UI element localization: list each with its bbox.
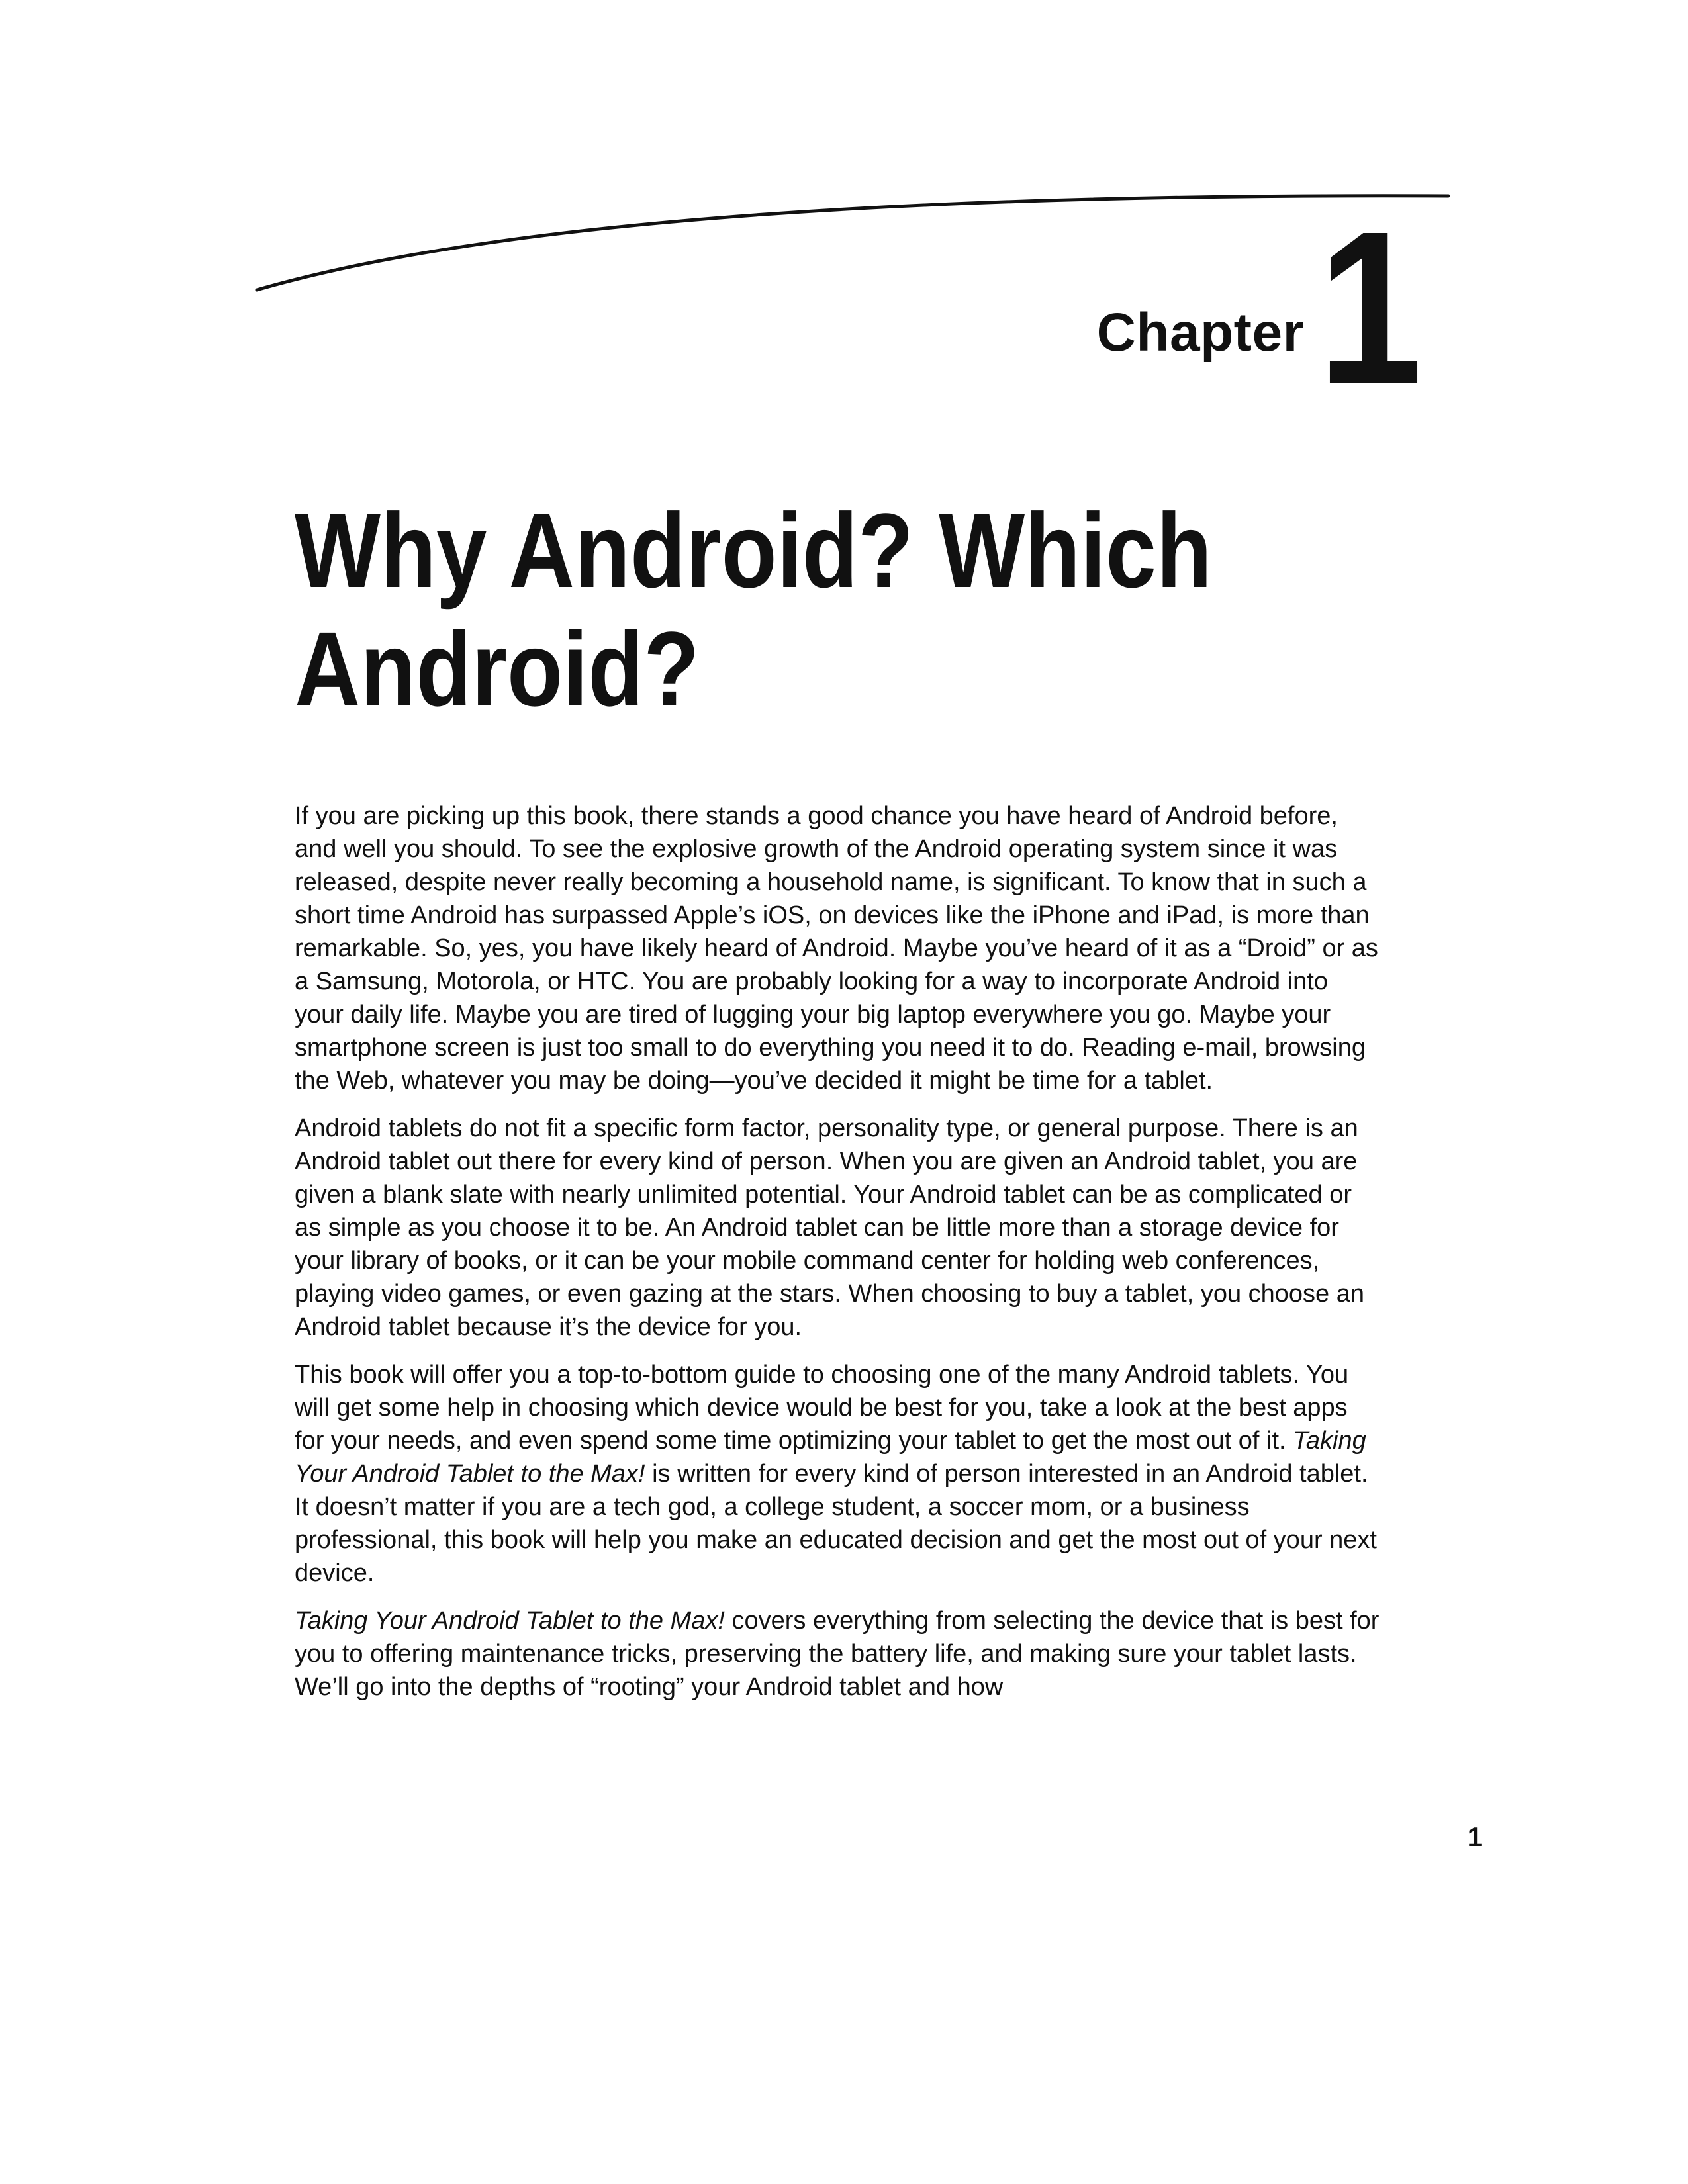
chapter-title bbox=[295, 491, 1262, 728]
paragraph-3-text-b: is written for every kind of person interested in an Android tablet. It doesn’t matter if you are a tech god, a college student, a soccer mom, or a business professional, this book will help you make an educated decision and get the most out of your next device. bbox=[295, 1460, 1377, 1587]
page-number: 1 bbox=[1467, 1821, 1483, 1852]
paragraph-4 bbox=[295, 1604, 1380, 1704]
paragraph-4-text: covers everything from selecting the device that is best for you to offering maintenance tricks, preserving the battery life, and making sure your tablet lasts. We’ll go into the depths of “rooting” your Android tablet and how bbox=[295, 1607, 1380, 1701]
body-text bbox=[295, 799, 1380, 1718]
chapter-title-line-2: Android? bbox=[295, 610, 700, 729]
chapter-number: 1 bbox=[1318, 185, 1423, 430]
chapter-title-line-1: Why Android? Which bbox=[295, 491, 1212, 610]
book-title-italic: Taking Your Android Tablet to the Max! bbox=[295, 1427, 1366, 1488]
book-title-italic: Taking Your Android Tablet to the Max! bbox=[295, 1607, 725, 1635]
chapter-label: Chapter bbox=[1096, 302, 1304, 363]
paragraph-2: Android tablets do not fit a specific form factor, personality type, or general purpose. There is an Android tablet out there for every kind of person. When you are given an Android tablet, you are given a blank slate with nearly unlimited potential. Your Android tablet can be as complicated or as simple as you choose it to be. An Android tablet can be little more than a storage device for your library of books, or it can be your mobile command center for holding web conferences, playing video games, or even gazing at the stars. When choosing to buy a tablet, you choose an Android tablet because it’s the device for you. bbox=[295, 1115, 1365, 1341]
chapter-header-arc bbox=[0, 0, 1688, 397]
paragraph-3 bbox=[295, 1358, 1380, 1590]
paragraph-1: If you are picking up this book, there stands a good chance you have heard of Android before, and well you should. To see the explosive growth of the Android operating system since it was released, despite never really becoming a household name, is significant. To know that in such a short time Android has surpassed Apple’s iOS, on devices like the iPhone and iPad, is more than remarkable. So, yes, you have likely heard of Android. Maybe you’ve heard of it as a “Droid” or as a Samsung, Motorola, or HTC. You are probably looking for a way to incorporate Android into your daily life. Maybe you are tired of lugging your big laptop everywhere you go. Maybe your smartphone screen is just too small to do everything you need it to do. Reading e-mail, browsing the Web, whatever you may be doing—you’ve decided it might be time for a tablet. bbox=[295, 802, 1378, 1095]
paragraph-3-text-a: This book will offer you a top-to-bottom guide to choosing one of the many Android tablets. You will get some help in choosing which device would be best for you, take a look at the best apps for your needs, and even spend some time optimizing your tablet to get the most out of it. bbox=[295, 1361, 1349, 1455]
